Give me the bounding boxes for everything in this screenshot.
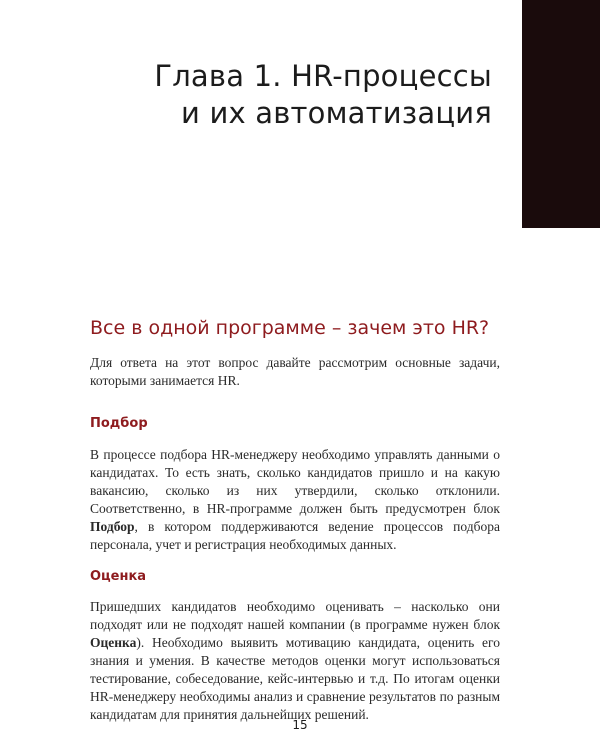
podbor-bold-term: Подбор — [90, 519, 135, 534]
ocenka-text-after: ). Необходимо выявить мотивацию кандидата, оценить его знания и умения. В качестве методов оценки могут использоваться тестирование, собеседование, кейс-интервью и т.д. По итогам оценки HR-менеджеру необходимы анализ и сравнение результатов по разным кандидатам для принятия дальнейших решений. — [90, 635, 500, 722]
chapter-title-line-1: Глава 1. HR-процессы — [154, 59, 492, 93]
page-number: 15 — [292, 718, 308, 732]
chapter-title — [154, 58, 492, 132]
podbor-text-after: , в котором поддерживаются ведение процессов подбора персонала, учет и регистрация необходимых данных. — [90, 519, 500, 552]
podbor-text-before: В процессе подбора HR-менеджеру необходимо управлять данными о кандидатах. То есть знать, сколько кандидатов пришло и на какую вакансию, сколько из них утвердили, сколько отклонили. Соответственно, в HR-программе должен быть предусмотрен блок — [90, 447, 500, 516]
ocenka-paragraph — [90, 598, 500, 724]
chapter-title-line-2: и их автоматизация — [180, 96, 492, 130]
ocenka-text-before: Пришедших кандидатов необходимо оценивать – насколько они подходят или не подходят нашей компании (в программе нужен блок — [90, 599, 500, 632]
intro-paragraph: Для ответа на этот вопрос давайте рассмотрим основные задачи, которыми занимается HR. — [90, 355, 500, 388]
chapter-side-bar — [522, 0, 600, 228]
podbor-heading: Подбор — [90, 416, 148, 431]
ocenka-heading: Оценка — [90, 569, 147, 584]
ocenka-bold-term: Оценка — [90, 635, 137, 650]
section-title: Все в одной программе – зачем это HR? — [90, 317, 490, 339]
podbor-paragraph — [90, 446, 500, 554]
